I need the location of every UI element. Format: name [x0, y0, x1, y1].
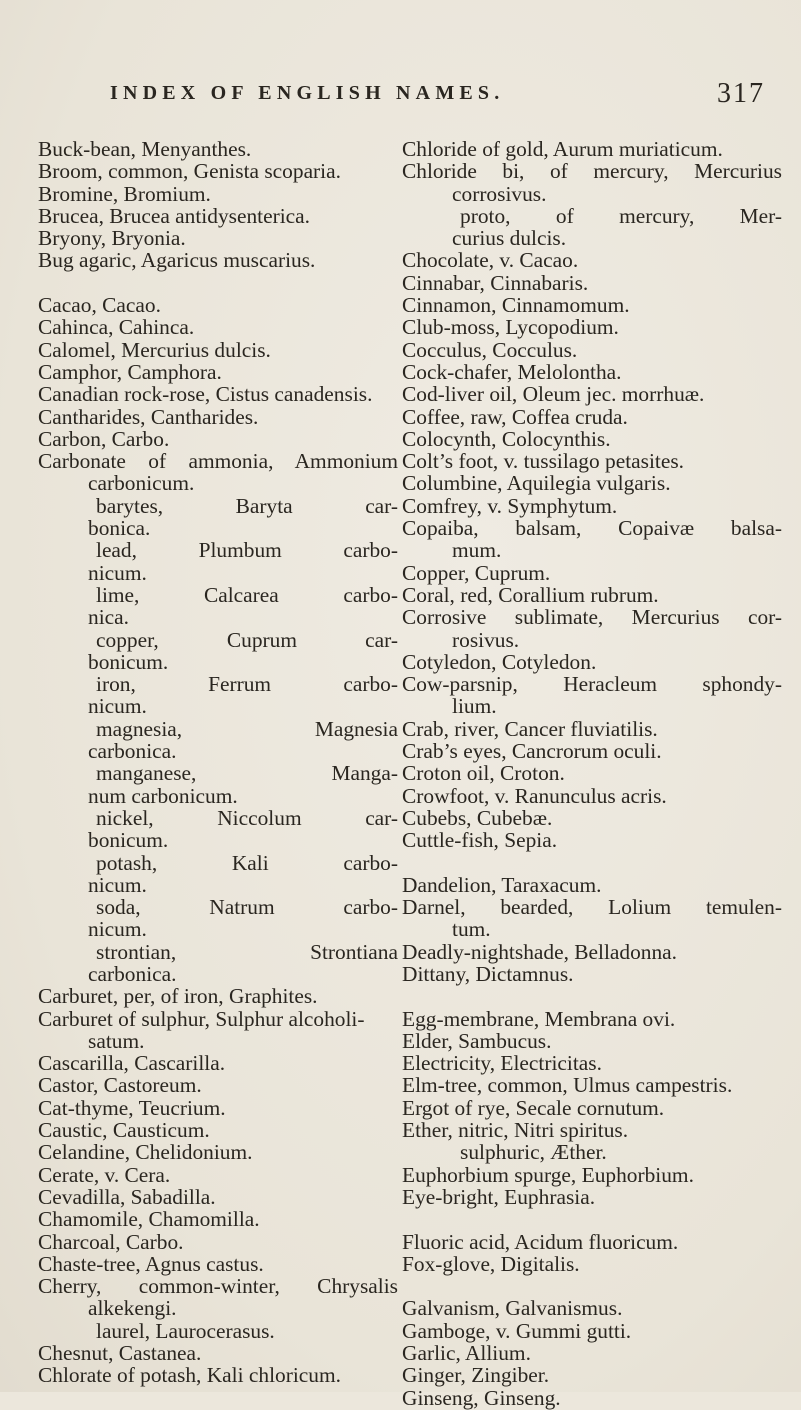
index-entry-line: Chaste-tree, Agnus castus. — [38, 1251, 264, 1276]
index-entry-line: Comfrey, v. Symphytum. — [402, 493, 618, 518]
index-entry-line: Cotyledon, Cotyledon. — [402, 649, 597, 674]
index-entry-line: Galvanism, Galvanismus. — [402, 1296, 623, 1321]
index-entry-line: nicum. — [88, 560, 147, 585]
index-entry-line: Carburet, per, of iron, Graphites. — [38, 984, 318, 1009]
index-entry-line: Gamboge, v. Gummi gutti. — [402, 1318, 632, 1343]
index-entry-line: bonicum. — [88, 828, 169, 853]
index-entry-line: tum. — [452, 917, 491, 942]
index-entry-line: Dittany, Dictamnus. — [402, 961, 574, 986]
index-entry-line: lime, Calcarea carbo- — [96, 582, 398, 607]
index-entry-line: Darnel, bearded, Lolium temulen- — [402, 895, 782, 920]
section-gap — [402, 985, 782, 1007]
index-entry-line: Croton oil, Croton. — [402, 761, 565, 786]
index-entry-line: Ginseng, Ginseng. — [402, 1385, 561, 1410]
index-entry-line: nickel, Niccolum car- — [96, 805, 398, 830]
index-entry-line: Carburet of sulphur, Sulphur alcoholi- — [38, 1006, 365, 1031]
index-entry-line: Bug agaric, Agaricus muscarius. — [38, 248, 316, 273]
index-column-left — [38, 138, 398, 1387]
index-entry-line: carbonicum. — [88, 471, 195, 496]
index-entry-line: iron, Ferrum carbo- — [96, 672, 398, 697]
index-entry-line: Castor, Castoreum. — [38, 1073, 202, 1098]
index-entry-line: Egg-membrane, Membrana ovi. — [402, 1006, 676, 1031]
index-entry-line: Euphorbium spurge, Euphorbium. — [402, 1162, 694, 1187]
index-entry-line: Canadian rock-rose, Cistus canadensis. — [38, 382, 373, 407]
index-entry-line: Cerate, v. Cera. — [38, 1162, 171, 1187]
index-entry-line: Fluoric acid, Acidum fluoricum. — [402, 1229, 679, 1254]
page-number: 317 — [717, 78, 765, 109]
index-entry-line: laurel, Laurocerasus. — [96, 1318, 275, 1343]
index-entry-line: Chloride of gold, Aurum muriaticum. — [402, 137, 723, 161]
index-entry-line: Bromine, Bromium. — [38, 181, 211, 206]
index-entry-line: mum. — [452, 538, 502, 563]
index-entry-line: Cod-liver oil, Oleum jec. morrhuæ. — [402, 382, 705, 407]
index-entry-line: Brucea, Brucea antidysenterica. — [38, 203, 310, 228]
index-entry-line: Buck-bean, Menyanthes. — [38, 137, 252, 161]
index-entry-line: Fox-glove, Digitalis. — [402, 1251, 580, 1276]
index-entry-line: strontian, Strontiana — [96, 939, 398, 964]
index-entry-line: Cat-thyme, Teucrium. — [38, 1095, 226, 1120]
index-entry-line: magnesia, Magnesia — [96, 716, 398, 741]
index-entry-line: Caustic, Causticum. — [38, 1118, 210, 1143]
page-header — [0, 78, 801, 116]
index-entry-line: carbonica. — [88, 961, 177, 986]
index-entry-line: Cascarilla, Cascarilla. — [38, 1051, 226, 1076]
section-gap — [402, 852, 782, 874]
index-entry-line: potash, Kali carbo- — [96, 850, 398, 875]
index-entry-line: Copaiba, balsam, Copaivæ balsa- — [402, 516, 782, 541]
index-entry-line: Cherry, common-winter, Chrysalis — [38, 1274, 398, 1299]
index-entry-line: Dandelion, Taraxacum. — [402, 872, 602, 897]
index-entry-line: nicum. — [88, 872, 147, 897]
index-entry-line: Columbine, Aquilegia vulgaris. — [402, 471, 671, 496]
index-entry-line: Crab’s eyes, Cancrorum oculi. — [402, 739, 662, 764]
index-entry-line: Electricity, Electricitas. — [402, 1051, 602, 1076]
index-entry-line: Broom, common, Genista scoparia. — [38, 159, 341, 184]
index-entry-line: Coral, red, Corallium rubrum. — [402, 582, 659, 607]
index-entry-line: Cocculus, Cocculus. — [402, 337, 578, 362]
index-entry-line: lium. — [452, 694, 497, 719]
section-gap — [402, 1208, 782, 1230]
index-entry-line: lead, Plumbum carbo- — [96, 538, 398, 563]
index-entry-line: num carbonicum. — [88, 783, 238, 808]
index-entry-line: Copper, Cuprum. — [402, 560, 551, 585]
index-entry-line: Bryony, Bryonia. — [38, 226, 186, 251]
index-entry-line: Elder, Sambucus. — [402, 1028, 552, 1053]
index-entry-line: curius dulcis. — [452, 226, 567, 251]
index-entry-line: Eye-bright, Euphrasia. — [402, 1184, 596, 1209]
index-entry-line: nicum. — [88, 917, 147, 942]
index-entry-line: rosivus. — [452, 627, 520, 652]
index-entry-line: bonica. — [88, 516, 151, 541]
index-entry-line: Ether, nitric, Nitri spiritus. — [402, 1118, 629, 1143]
index-entry-line: Celandine, Chelidonium. — [38, 1140, 253, 1165]
index-entry-line: manganese, Manga- — [96, 761, 398, 786]
index-entry-line: Chloride bi, of mercury, Mercurius — [402, 159, 782, 184]
index-entry-line: Cubebs, Cubebæ. — [402, 805, 553, 830]
index-entry-line: Cacao, Cacao. — [38, 293, 161, 318]
index-entry-line: Ergot of rye, Secale cornutum. — [402, 1095, 665, 1120]
section-gap — [38, 272, 398, 294]
index-entry-line: Coffee, raw, Coffea cruda. — [402, 404, 628, 429]
index-entry-line: Camphor, Camphora. — [38, 359, 222, 384]
index-entry-line: Cahinca, Cahinca. — [38, 315, 195, 340]
index-entry-line: Ginger, Zingiber. — [402, 1363, 550, 1388]
index-entry-line: copper, Cuprum car- — [96, 627, 398, 652]
index-entry-line: Carbonate of ammonia, Ammonium — [38, 449, 398, 474]
index-entry-line: Cinnamon, Cinnamomum. — [402, 293, 630, 318]
index-column-right — [402, 138, 782, 1409]
index-entry-line: Garlic, Allium. — [402, 1341, 531, 1366]
index-entry-line: Chlorate of potash, Kali chloricum. — [38, 1363, 341, 1388]
index-entry-line: Calomel, Mercurius dulcis. — [38, 337, 271, 362]
index-entry-line: proto, of mercury, Mer- — [460, 203, 782, 228]
index-entry-line: Cinnabar, Cinnabaris. — [402, 270, 589, 295]
index-entry-line: Cow-parsnip, Heracleum sphondy- — [402, 672, 782, 697]
index-entry-line: corrosivus. — [452, 181, 547, 206]
index-entry-line: Cevadilla, Sabadilla. — [38, 1184, 216, 1209]
index-entry-line: Chocolate, v. Cacao. — [402, 248, 579, 273]
index-entry-line: barytes, Baryta car- — [96, 493, 398, 518]
index-entry-line: Club-moss, Lycopodium. — [402, 315, 619, 340]
index-entry-line: soda, Natrum carbo- — [96, 895, 398, 920]
index-entry-line: Carbon, Carbo. — [38, 426, 170, 451]
index-entry-line: sulphuric, Æther. — [460, 1140, 607, 1165]
index-entry-line: Cock-chafer, Melolontha. — [402, 359, 622, 384]
index-entry-line: Charcoal, Carbo. — [38, 1229, 184, 1254]
index-entry-line: carbonica. — [88, 739, 177, 764]
index-entry-line: Chamomile, Chamomilla. — [38, 1207, 260, 1232]
index-entry-line: Elm-tree, common, Ulmus campestris. — [402, 1073, 733, 1098]
index-entry-line: satum. — [88, 1028, 145, 1053]
index-entry-line: Corrosive sublimate, Mercurius cor- — [402, 605, 782, 630]
index-entry-line: Cuttle-fish, Sepia. — [402, 828, 558, 853]
index-entry-line: Crab, river, Cancer fluviatilis. — [402, 716, 658, 741]
index-entry-line: Cantharides, Cantharides. — [38, 404, 259, 429]
index-entry-line: bonicum. — [88, 649, 169, 674]
running-title: INDEX OF ENGLISH NAMES. — [110, 82, 505, 104]
index-entry-line: alkekengi. — [88, 1296, 177, 1321]
index-entry-line: nica. — [88, 605, 129, 630]
index-entry-line: Deadly-nightshade, Belladonna. — [402, 939, 678, 964]
section-gap — [402, 1275, 782, 1297]
index-entry-line: Chesnut, Castanea. — [38, 1341, 202, 1366]
index-entry-line: Crowfoot, v. Ranunculus acris. — [402, 783, 667, 808]
index-entry-line: Colocynth, Colocynthis. — [402, 426, 611, 451]
index-entry-line: nicum. — [88, 694, 147, 719]
index-entry-line: Colt’s foot, v. tussilago petasites. — [402, 449, 685, 474]
